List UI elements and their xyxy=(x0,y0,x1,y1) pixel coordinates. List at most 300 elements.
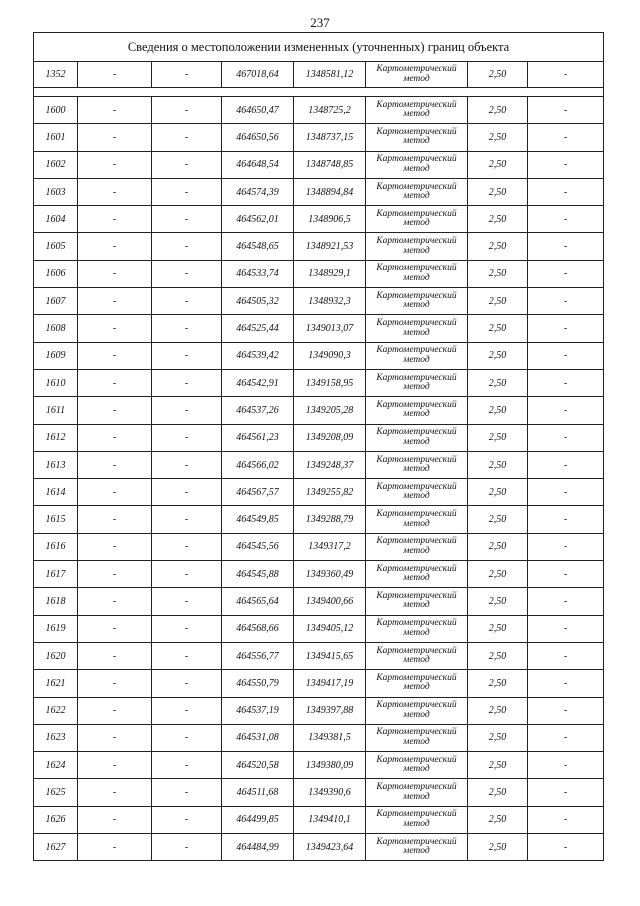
empty-dash-cell: - xyxy=(78,178,152,205)
gap-row xyxy=(34,88,604,97)
method-cell xyxy=(366,97,468,124)
method-cell xyxy=(366,206,468,233)
point-number-cell: 1606 xyxy=(34,260,78,287)
method-line-1: Картометрический xyxy=(376,64,457,74)
method-line-2: метод xyxy=(403,818,430,829)
y-coordinate-cell: 1349400,66 xyxy=(294,588,366,615)
y-coordinate-cell: 1348906,5 xyxy=(294,206,366,233)
point-number-cell: 1602 xyxy=(34,151,78,178)
empty-dash-cell: - xyxy=(152,588,222,615)
accuracy-cell: 2,50 xyxy=(468,342,528,369)
table-row xyxy=(34,779,604,806)
table-row xyxy=(34,424,604,451)
point-number-cell: 1609 xyxy=(34,342,78,369)
table-row xyxy=(34,588,604,615)
empty-dash-cell: - xyxy=(152,62,222,88)
empty-dash-cell: - xyxy=(528,288,604,315)
table-row xyxy=(34,233,604,260)
y-coordinate-cell: 1349415,65 xyxy=(294,642,366,669)
table-row xyxy=(34,206,604,233)
x-coordinate-cell: 464542,91 xyxy=(222,369,294,396)
x-coordinate-cell: 464568,66 xyxy=(222,615,294,642)
empty-dash-cell: - xyxy=(528,62,604,88)
method-line-2: метод xyxy=(403,627,430,638)
y-coordinate-cell: 1349205,28 xyxy=(294,397,366,424)
accuracy-cell: 2,50 xyxy=(468,561,528,588)
empty-dash-cell: - xyxy=(152,506,222,533)
empty-dash-cell: - xyxy=(528,397,604,424)
accuracy-cell: 2,50 xyxy=(468,151,528,178)
method-line-2: метод xyxy=(403,300,430,311)
point-number-cell: 1613 xyxy=(34,451,78,478)
method-line-1: Картометрический xyxy=(376,536,457,547)
x-coordinate-cell: 464556,77 xyxy=(222,642,294,669)
table-row xyxy=(34,615,604,642)
accuracy-cell: 2,50 xyxy=(468,779,528,806)
method-cell xyxy=(366,779,468,806)
method-line-2: метод xyxy=(403,191,430,202)
method-cell xyxy=(366,834,468,861)
method-line-1: Картометрический xyxy=(376,208,457,219)
y-coordinate-cell: 1348737,15 xyxy=(294,124,366,151)
table-row xyxy=(34,806,604,833)
point-number-cell: 1608 xyxy=(34,315,78,342)
x-coordinate-cell: 464565,64 xyxy=(222,588,294,615)
method-line-1: Картометрический xyxy=(376,126,457,137)
empty-dash-cell: - xyxy=(152,615,222,642)
empty-dash-cell: - xyxy=(152,834,222,861)
point-number-cell: 1616 xyxy=(34,533,78,560)
method-cell xyxy=(366,479,468,506)
method-line-1: Картометрический xyxy=(376,618,457,629)
method-line-1: Картометрический xyxy=(376,236,457,247)
method-line-1: Картометрический xyxy=(376,399,457,410)
y-coordinate-cell: 1349417,19 xyxy=(294,670,366,697)
method-cell xyxy=(366,424,468,451)
y-coordinate-cell: 1349013,07 xyxy=(294,315,366,342)
empty-dash-cell: - xyxy=(528,615,604,642)
x-coordinate-cell: 464650,47 xyxy=(222,97,294,124)
accuracy-cell: 2,50 xyxy=(468,752,528,779)
empty-dash-cell: - xyxy=(152,97,222,124)
empty-dash-cell: - xyxy=(78,424,152,451)
method-line-1: Картометрический xyxy=(376,645,457,656)
accuracy-cell: 2,50 xyxy=(468,670,528,697)
empty-dash-cell: - xyxy=(78,615,152,642)
table-row xyxy=(34,724,604,751)
table-row xyxy=(34,834,604,861)
y-coordinate-cell: 1348921,53 xyxy=(294,233,366,260)
x-coordinate-cell: 464648,54 xyxy=(222,151,294,178)
point-number-cell: 1622 xyxy=(34,697,78,724)
y-coordinate-cell: 1349288,79 xyxy=(294,506,366,533)
method-line-2: метод xyxy=(403,736,430,747)
y-coordinate-cell: 1348932,3 xyxy=(294,288,366,315)
accuracy-cell: 2,50 xyxy=(468,451,528,478)
empty-dash-cell: - xyxy=(152,342,222,369)
method-cell xyxy=(366,151,468,178)
method-cell xyxy=(366,397,468,424)
empty-dash-cell: - xyxy=(528,260,604,287)
empty-dash-cell: - xyxy=(152,561,222,588)
accuracy-cell: 2,50 xyxy=(468,697,528,724)
empty-dash-cell: - xyxy=(528,479,604,506)
method-line-2: метод xyxy=(403,163,430,174)
empty-dash-cell: - xyxy=(528,806,604,833)
empty-dash-cell: - xyxy=(528,670,604,697)
point-number-cell: 1607 xyxy=(34,288,78,315)
y-coordinate-cell: 1348748,85 xyxy=(294,151,366,178)
point-number-cell: 1614 xyxy=(34,479,78,506)
empty-dash-cell: - xyxy=(152,479,222,506)
accuracy-cell: 2,50 xyxy=(468,288,528,315)
y-coordinate-cell: 1349381,5 xyxy=(294,724,366,751)
x-coordinate-cell: 464562,01 xyxy=(222,206,294,233)
method-line-1: Картометрический xyxy=(376,672,457,683)
accuracy-cell: 2,50 xyxy=(468,642,528,669)
method-cell xyxy=(366,724,468,751)
table-row xyxy=(34,315,604,342)
method-line-1: Картометрический xyxy=(376,481,457,492)
empty-dash-cell: - xyxy=(528,697,604,724)
empty-dash-cell: - xyxy=(528,151,604,178)
method-cell xyxy=(366,369,468,396)
x-coordinate-cell: 464520,58 xyxy=(222,752,294,779)
y-coordinate-cell: 1349248,37 xyxy=(294,451,366,478)
method-line-1: Картометрический xyxy=(376,154,457,165)
method-line-1: Картометрический xyxy=(376,509,457,520)
y-coordinate-cell: 1349380,09 xyxy=(294,752,366,779)
empty-dash-cell: - xyxy=(78,62,152,88)
empty-dash-cell: - xyxy=(152,124,222,151)
method-line-1: Картометрический xyxy=(376,372,457,383)
table-row xyxy=(34,670,604,697)
empty-dash-cell: - xyxy=(528,206,604,233)
y-coordinate-cell: 1349423,64 xyxy=(294,834,366,861)
method-line-1: Картометрический xyxy=(376,181,457,192)
accuracy-cell: 2,50 xyxy=(468,397,528,424)
method-line-2: метод xyxy=(403,491,430,502)
method-cell xyxy=(366,451,468,478)
x-coordinate-cell: 464525,44 xyxy=(222,315,294,342)
empty-dash-cell: - xyxy=(528,451,604,478)
point-number-cell: 1624 xyxy=(34,752,78,779)
method-cell xyxy=(366,806,468,833)
method-line-1: Картометрический xyxy=(376,427,457,438)
method-line-1: Картометрический xyxy=(376,290,457,301)
gap-cell xyxy=(34,88,604,97)
method-cell xyxy=(366,506,468,533)
method-line-1: Картометрический xyxy=(376,454,457,465)
method-line-1: Картометрический xyxy=(376,263,457,274)
method-line-2: метод xyxy=(403,436,430,447)
method-line-1: Картометрический xyxy=(376,754,457,765)
empty-dash-cell: - xyxy=(78,561,152,588)
method-line-2: метод xyxy=(403,354,430,365)
empty-dash-cell: - xyxy=(78,397,152,424)
method-cell xyxy=(366,260,468,287)
method-line-1: Картометрический xyxy=(376,836,457,847)
empty-dash-cell: - xyxy=(78,506,152,533)
accuracy-cell: 2,50 xyxy=(468,97,528,124)
page-number: 237 xyxy=(310,15,330,30)
empty-dash-cell: - xyxy=(78,342,152,369)
method-line-2: метод xyxy=(403,846,430,857)
y-coordinate-cell: 1348894,84 xyxy=(294,178,366,205)
method-cell xyxy=(366,315,468,342)
empty-dash-cell: - xyxy=(152,206,222,233)
accuracy-cell: 2,50 xyxy=(468,124,528,151)
point-number-cell: 1621 xyxy=(34,670,78,697)
y-coordinate-cell: 1349208,09 xyxy=(294,424,366,451)
y-coordinate-cell: 1349410,1 xyxy=(294,806,366,833)
y-coordinate-cell: 1348929,1 xyxy=(294,260,366,287)
method-cell xyxy=(366,615,468,642)
accuracy-cell: 2,50 xyxy=(468,615,528,642)
table-row xyxy=(34,178,604,205)
empty-dash-cell: - xyxy=(528,724,604,751)
table-title: Сведения о местоположении измененных (уточненных) границ объекта xyxy=(34,33,604,62)
empty-dash-cell: - xyxy=(78,206,152,233)
y-coordinate-cell: 1349158,95 xyxy=(294,369,366,396)
y-coordinate-cell: 1348581,12 xyxy=(294,62,366,88)
method-line-2: метод xyxy=(403,464,430,474)
empty-dash-cell: - xyxy=(528,533,604,560)
boundary-coordinates-table xyxy=(33,32,604,861)
accuracy-cell: 2,50 xyxy=(468,834,528,861)
table-row xyxy=(34,533,604,560)
accuracy-cell: 2,50 xyxy=(468,724,528,751)
y-coordinate-cell: 1349397,88 xyxy=(294,697,366,724)
empty-dash-cell: - xyxy=(152,397,222,424)
method-line-2: метод xyxy=(403,327,430,338)
empty-dash-cell: - xyxy=(152,752,222,779)
accuracy-cell: 2,50 xyxy=(468,62,528,88)
method-line-2: метод xyxy=(403,245,430,256)
method-line-2: метод xyxy=(403,518,430,529)
table-row xyxy=(34,288,604,315)
method-cell xyxy=(366,178,468,205)
empty-dash-cell: - xyxy=(152,178,222,205)
accuracy-cell: 2,50 xyxy=(468,178,528,205)
method-line-2: метод xyxy=(403,545,430,556)
accuracy-cell: 2,50 xyxy=(468,424,528,451)
empty-dash-cell: - xyxy=(528,642,604,669)
table-row xyxy=(34,752,604,779)
x-coordinate-cell: 464545,88 xyxy=(222,561,294,588)
empty-dash-cell: - xyxy=(152,779,222,806)
empty-dash-cell: - xyxy=(78,479,152,506)
empty-dash-cell: - xyxy=(78,697,152,724)
point-number-cell: 1623 xyxy=(34,724,78,751)
method-cell xyxy=(366,233,468,260)
x-coordinate-cell: 464533,74 xyxy=(222,260,294,287)
x-coordinate-cell: 464550,79 xyxy=(222,670,294,697)
empty-dash-cell: - xyxy=(528,779,604,806)
table-row xyxy=(34,451,604,478)
empty-dash-cell: - xyxy=(152,233,222,260)
empty-dash-cell: - xyxy=(152,806,222,833)
accuracy-cell: 2,50 xyxy=(468,479,528,506)
x-coordinate-cell: 464505,32 xyxy=(222,288,294,315)
accuracy-cell: 2,50 xyxy=(468,260,528,287)
method-cell xyxy=(366,588,468,615)
x-coordinate-cell: 464537,26 xyxy=(222,397,294,424)
table-row xyxy=(34,62,604,88)
x-coordinate-cell: 464650,56 xyxy=(222,124,294,151)
empty-dash-cell: - xyxy=(78,752,152,779)
empty-dash-cell: - xyxy=(78,315,152,342)
empty-dash-cell: - xyxy=(528,369,604,396)
table-row xyxy=(34,561,604,588)
x-coordinate-cell: 464511,68 xyxy=(222,779,294,806)
empty-dash-cell: - xyxy=(78,642,152,669)
method-cell xyxy=(366,697,468,724)
method-line-2: метод xyxy=(403,573,430,584)
x-coordinate-cell: 464499,85 xyxy=(222,806,294,833)
x-coordinate-cell: 464545,56 xyxy=(222,533,294,560)
y-coordinate-cell: 1348725,2 xyxy=(294,97,366,124)
method-cell xyxy=(366,342,468,369)
accuracy-cell: 2,50 xyxy=(468,806,528,833)
method-cell xyxy=(366,62,468,88)
empty-dash-cell: - xyxy=(152,369,222,396)
empty-dash-cell: - xyxy=(528,233,604,260)
method-cell xyxy=(366,288,468,315)
table-row xyxy=(34,369,604,396)
empty-dash-cell: - xyxy=(152,151,222,178)
y-coordinate-cell: 1349317,2 xyxy=(294,533,366,560)
empty-dash-cell: - xyxy=(78,288,152,315)
method-line-1: Картометрический xyxy=(376,345,457,356)
method-line-2: метод xyxy=(403,109,430,120)
empty-dash-cell: - xyxy=(78,124,152,151)
table-row xyxy=(34,642,604,669)
empty-dash-cell: - xyxy=(528,124,604,151)
method-line-2: метод xyxy=(403,791,430,802)
table-row xyxy=(34,506,604,533)
point-number-cell: 1600 xyxy=(34,97,78,124)
x-coordinate-cell: 464548,65 xyxy=(222,233,294,260)
empty-dash-cell: - xyxy=(152,451,222,478)
accuracy-cell: 2,50 xyxy=(468,369,528,396)
table-body xyxy=(34,33,604,861)
empty-dash-cell: - xyxy=(528,97,604,124)
method-line-2: метод xyxy=(403,682,430,693)
accuracy-cell: 2,50 xyxy=(468,506,528,533)
method-line-2: метод xyxy=(403,709,430,720)
x-coordinate-cell: 467018,64 xyxy=(222,62,294,88)
empty-dash-cell: - xyxy=(528,506,604,533)
empty-dash-cell: - xyxy=(78,451,152,478)
empty-dash-cell: - xyxy=(528,561,604,588)
empty-dash-cell: - xyxy=(78,97,152,124)
empty-dash-cell: - xyxy=(528,315,604,342)
empty-dash-cell: - xyxy=(152,642,222,669)
table-row xyxy=(34,342,604,369)
point-number-cell: 1617 xyxy=(34,561,78,588)
point-number-cell: 1615 xyxy=(34,506,78,533)
method-line-2: метод xyxy=(403,136,430,147)
empty-dash-cell: - xyxy=(152,288,222,315)
accuracy-cell: 2,50 xyxy=(468,315,528,342)
empty-dash-cell: - xyxy=(78,260,152,287)
accuracy-cell: 2,50 xyxy=(468,533,528,560)
empty-dash-cell: - xyxy=(78,151,152,178)
empty-dash-cell: - xyxy=(78,670,152,697)
empty-dash-cell: - xyxy=(528,424,604,451)
empty-dash-cell: - xyxy=(528,178,604,205)
empty-dash-cell: - xyxy=(152,424,222,451)
x-coordinate-cell: 464537,19 xyxy=(222,697,294,724)
point-number-cell: 1626 xyxy=(34,806,78,833)
table-row xyxy=(34,397,604,424)
y-coordinate-cell: 1349405,12 xyxy=(294,615,366,642)
empty-dash-cell: - xyxy=(78,369,152,396)
empty-dash-cell: - xyxy=(152,724,222,751)
empty-dash-cell: - xyxy=(528,588,604,615)
table-row xyxy=(34,697,604,724)
method-line-1: Картометрический xyxy=(376,99,457,110)
method-line-2: метод xyxy=(403,382,430,393)
accuracy-cell: 2,50 xyxy=(468,588,528,615)
point-number-cell: 1627 xyxy=(34,834,78,861)
point-number-cell: 1605 xyxy=(34,233,78,260)
empty-dash-cell: - xyxy=(152,260,222,287)
y-coordinate-cell: 1349390,6 xyxy=(294,779,366,806)
empty-dash-cell: - xyxy=(78,588,152,615)
point-number-cell: 1625 xyxy=(34,779,78,806)
method-line-2: метод xyxy=(403,655,430,666)
empty-dash-cell: - xyxy=(528,752,604,779)
y-coordinate-cell: 1349255,82 xyxy=(294,479,366,506)
empty-dash-cell: - xyxy=(152,670,222,697)
empty-dash-cell: - xyxy=(78,724,152,751)
method-line-2: метод xyxy=(403,73,430,84)
y-coordinate-cell: 1349360,49 xyxy=(294,561,366,588)
y-coordinate-cell: 1349090,3 xyxy=(294,342,366,369)
point-number-cell: 1611 xyxy=(34,397,78,424)
table-row xyxy=(34,151,604,178)
method-cell xyxy=(366,642,468,669)
method-line-2: метод xyxy=(403,600,430,611)
point-number-cell: 1619 xyxy=(34,615,78,642)
method-line-1: Картометрический xyxy=(376,727,457,738)
point-number-cell: 1610 xyxy=(34,369,78,396)
method-line-2: метод xyxy=(403,272,430,283)
table-row xyxy=(34,260,604,287)
point-number-cell: 1601 xyxy=(34,124,78,151)
point-number-cell: 1620 xyxy=(34,642,78,669)
empty-dash-cell: - xyxy=(78,806,152,833)
method-line-1: Картометрический xyxy=(376,809,457,820)
empty-dash-cell: - xyxy=(78,834,152,861)
method-line-2: метод xyxy=(403,218,430,229)
x-coordinate-cell: 464539,42 xyxy=(222,342,294,369)
method-line-2: метод xyxy=(403,409,430,420)
x-coordinate-cell: 464549,85 xyxy=(222,506,294,533)
method-cell xyxy=(366,670,468,697)
empty-dash-cell: - xyxy=(78,533,152,560)
empty-dash-cell: - xyxy=(78,233,152,260)
point-number-cell: 1618 xyxy=(34,588,78,615)
table-row xyxy=(34,479,604,506)
point-number-cell: 1604 xyxy=(34,206,78,233)
empty-dash-cell: - xyxy=(78,779,152,806)
empty-dash-cell: - xyxy=(528,834,604,861)
x-coordinate-cell: 464531,08 xyxy=(222,724,294,751)
table-row xyxy=(34,124,604,151)
